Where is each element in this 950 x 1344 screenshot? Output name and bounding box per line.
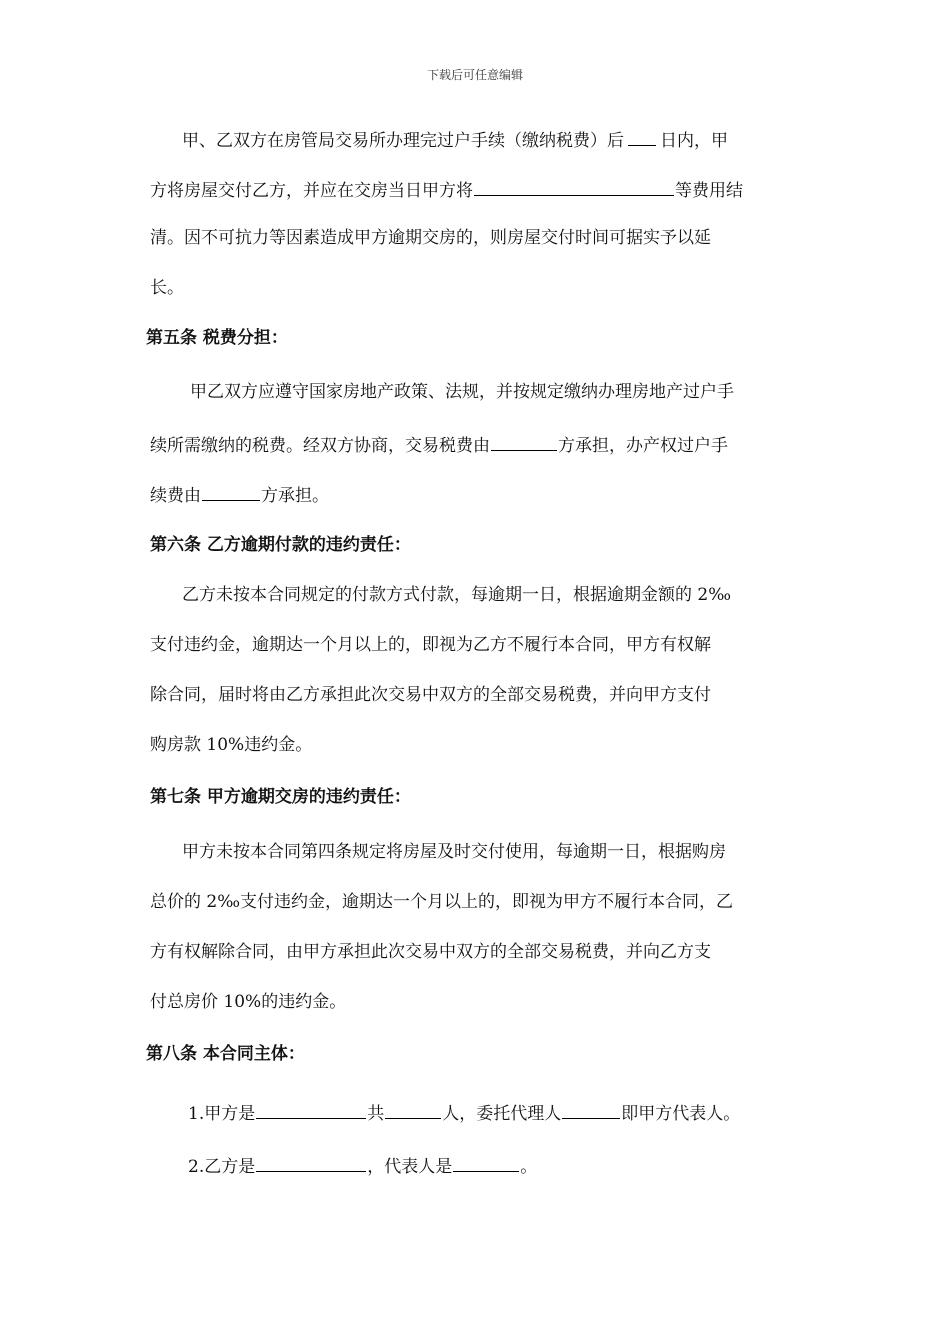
clause5-text: 方承担，办产权过户手 — [558, 436, 728, 456]
clause4-text: 方将房屋交付乙方，并应在交房当日甲方将 — [150, 181, 473, 201]
clause5-text: 续费由 — [150, 486, 201, 506]
clause8-text: 人，委托代理人 — [442, 1104, 562, 1124]
party-b-name-blank[interactable] — [256, 1153, 366, 1172]
header-note: 下载后可任意编辑 — [426, 68, 523, 82]
days-blank[interactable] — [628, 127, 656, 146]
clause8-text: 1.甲方是 — [188, 1104, 256, 1124]
clause6-line-3: 除合同，届时将由乙方承担此次交易中双方的全部交易税费，并向甲方支付 — [150, 685, 711, 705]
clause7-line-2: 总价的 2‰支付违约金，逾期达一个月以上的，即视为甲方不履行本合同，乙 — [150, 892, 734, 912]
clause5-heading: 第五条 税费分担： — [146, 328, 288, 348]
clause4-text: 甲、乙双方在房管局交易所办理完过户手续（缴纳税费）后 — [182, 131, 624, 151]
fees-blank[interactable] — [474, 177, 674, 196]
clause4-line-3: 清。因不可抗力等因素造成甲方逾期交房的，则房屋交付时间可据实予以延 — [150, 228, 711, 248]
clause5-line-3 — [150, 482, 329, 506]
transfer-fee-party-blank[interactable] — [202, 482, 260, 501]
clause7-line-4: 付总房价 10%的违约金。 — [150, 992, 347, 1012]
clause8-heading: 第八条 本合同主体： — [146, 1044, 305, 1064]
clause4-line-1 — [182, 127, 728, 151]
clause4-line-4: 长。 — [150, 278, 184, 298]
clause8-item-1 — [188, 1100, 740, 1124]
clause4-line-2 — [150, 177, 743, 201]
party-a-name-blank[interactable] — [256, 1100, 366, 1119]
clause5-text: 续所需缴纳的税费。经双方协商，交易税费由 — [150, 436, 490, 456]
clause7-heading: 第七条 甲方逾期交房的违约责任： — [150, 787, 411, 807]
clause8-text: 。 — [520, 1157, 538, 1177]
clause8-text: 共 — [367, 1104, 385, 1124]
clause4-text: 等费用结 — [675, 181, 743, 201]
party-a-count-blank[interactable] — [385, 1100, 441, 1119]
clause7-line-1: 甲方未按本合同第四条规定将房屋及时交付使用，每逾期一日，根据购房 — [182, 842, 726, 862]
clause5-line-1: 甲乙双方应遵守国家房地产政策、法规，并按规定缴纳办理房地产过户手 — [190, 382, 734, 402]
clause7-line-3: 方有权解除合同，由甲方承担此次交易中双方的全部交易税费，并向乙方支 — [150, 942, 711, 962]
clause8-text: 2.乙方是 — [188, 1157, 256, 1177]
clause5-line-2 — [150, 432, 728, 456]
representative-blank[interactable] — [453, 1153, 519, 1172]
tax-party-blank[interactable] — [491, 432, 557, 451]
agent-blank[interactable] — [562, 1100, 620, 1119]
clause6-line-4: 购房款 10%违约金。 — [150, 735, 313, 755]
clause5-text: 方承担。 — [261, 486, 329, 506]
clause6-line-2: 支付违约金，逾期达一个月以上的，即视为乙方不履行本合同，甲方有权解 — [150, 635, 711, 655]
clause4-text: 日内，甲 — [660, 131, 728, 151]
clause8-item-2 — [188, 1153, 537, 1177]
clause8-text: 即甲方代表人。 — [621, 1104, 741, 1124]
clause8-text: ，代表人是 — [367, 1157, 453, 1177]
clause6-line-1: 乙方未按本合同规定的付款方式付款，每逾期一日，根据逾期金额的 2‰ — [182, 585, 732, 605]
clause6-heading: 第六条 乙方逾期付款的违约责任： — [150, 535, 411, 555]
